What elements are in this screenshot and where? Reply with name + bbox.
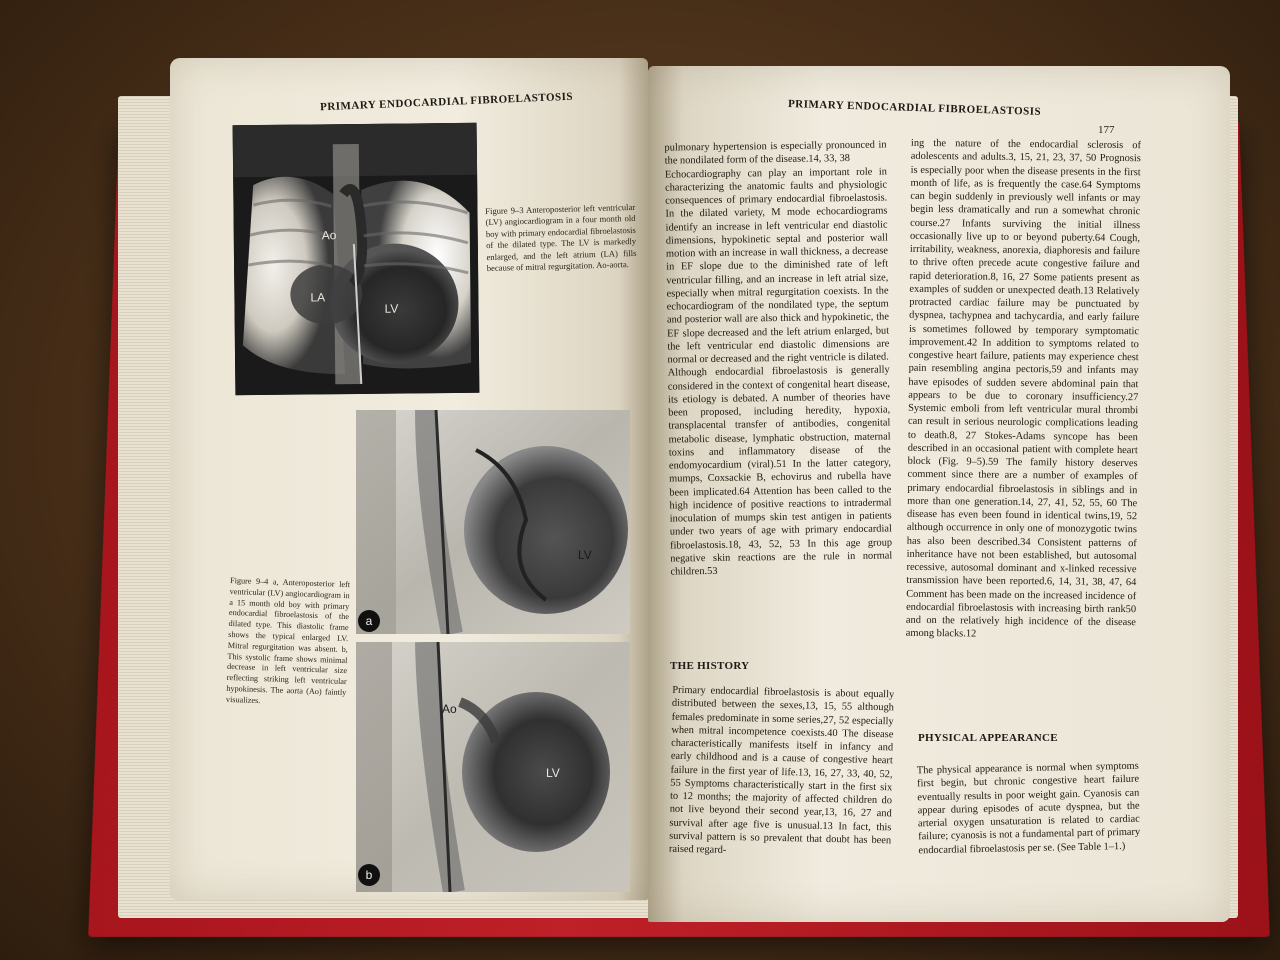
right-page <box>648 66 1230 922</box>
label-la: LA <box>310 290 326 305</box>
left-page <box>170 58 648 900</box>
panel-b-letter: b <box>358 864 380 886</box>
running-head-right: PRIMARY ENDOCARDIAL FIBROELASTOSIS <box>787 98 1042 118</box>
right-column-1-text: pulmonary hypertension is especially pronounced in the nondilated form of the disease.14, 33, 38 Echocardiography can play an important role in characterizing the anatomic faults and physiologic consequences of primary endocardial fibroelastosis. In the dilated variety, M mode echocardiograms identify an increase in left ventricular end diastolic dimensions, hypokinetic septal and posterior wall motion with an increase in wall thickness, a decrease in EF slope due to the diminished rate of left ventricular filling, and an increase in left atrial size, especially when mitral regurgitation coexists. In the echocardiogram of the nondilated type, the septum and posterior wall are also thick and hypokinetic, the EF slope decreased and the left atrium enlarged, but the left ventricular end diastolic dimensions are normal or decreased and the right ventricle is dilated. Although endocardial fibroelastosis is generally considered in the context of congenital heart disease, its etiology is debated. A number of theories have been proposed, including heredity, hypoxia, transplacental transfer of antibodies, congenital metabolic disease, lymphatic obstruction, maternal toxins and inflammatory disease of the endomyocardium (viral).51 In the latter category, mumps, Coxsackie B, echovirus and rubella have been implicated.64 Attention has been called to the high incidence of positive reactions to intradermal inoculation of mumps skin test antigen in patients under two years of age with primary endocardial fibroelastosis.18, 43, 52, 53 In this age group negative skin reactions are the rule in normal children.53 <box>664 139 893 578</box>
section-heading-physical-appearance: PHYSICAL APPEARANCE <box>918 732 1058 744</box>
right-column-1-history-text: Primary endocardial fibroelastosis is about equally distributed between the sexes,13, 15, 55 although females predominate in some series,27, 52 especially when mitral incompetence coexists.40 The disease characteristically manifests itself in infancy and early childhood and is a cause of congestive heart failure in the first year of life.13, 16, 27, 33, 40, 52, 55 Symptoms characteristically start in the first six to 12 months; the majority of affected children do not live beyond their second year,13, 16, 27 and survival after age five is unusual.13 In fact, this survival pattern is so prevalent that doubt has been raised regard- <box>668 684 895 856</box>
right-column-2-text: ing the nature of the endocardial sclerosis of adolescents and adults.3, 15, 21, 23, 37, 50 Prognosis is especially poor when the disease presents in the first month of life, as is frequently the case.64 Symptoms can begin suddenly in previously well infants or may begin less dramatically and run a somewhat chronic course.27 Infants surviving the initial illness occasionally live up to or beyond puberty.64 Cough, irritability, weakness, anorexia, diaphoresis and failure to thrive often precede acute congestive failure and rapid deterioration.8, 16, 27 Some patients present as examples of sudden or unexpected death.13 Relatively protracted cardiac failure may be punctuated by dyspnea, tachypnea and tachycardia, and early failure is sometimes followed by temporary symptomatic improvement.42 In addition to symptoms related to congestive heart failure, patients may experience chest pain resembling angina pectoris,59 and infants may have episodes of sudden severe abdominal pain that appears to be due to coronary insufficiency.27 Systemic emboli from left ventricular mural thrombi can result in serious neurologic complications leading to death.8, 27 Stokes-Adams syncope has been described in an occasional patient with complete heart block (Fig. 9–5).59 The family history deserves comment since there are a number of examples of primary endocardial fibroelastosis in siblings and in more than one generation.14, 27, 41, 52, 55, 60 The disease has even been found in identical twins,19, 52 although occurrence in only one of monozygotic twins has also been described.34 Consistent patterns of inheritance have not been established, but autosomal recessive, autosomal dominant and x-linked recessive transmission have been reported.6, 14, 31, 38, 47, 64 Comment has been made on the increased incidence of endocardial fibroelastosis with increasing birth rank50 and on the relatively high incidence of the disease among blacks.12 <box>905 137 1141 640</box>
figure-9-3-angiocardiogram <box>233 123 480 396</box>
figure-9-3-image <box>233 123 480 396</box>
running-head-left: PRIMARY ENDOCARDIAL FIBROELASTOSIS <box>319 90 574 114</box>
page-number-right: 177 <box>1098 124 1115 136</box>
label-ao: Ao <box>321 228 337 243</box>
right-column-2-physical-text: The physical appearance is normal when symptoms first begin, but chronic congestive heart failure eventually results in poor weight gain. Cyanosis can appear during episodes of acute dyspnea, but the arterial oxygen unsaturation is related to cardiac failure; cyanosis is not a fundamental part of primary endocardial fibroelastosis per se. (See Table 1–1.) <box>916 760 1141 856</box>
figure-9-4a-image <box>356 410 630 634</box>
panel-a-letter: a <box>358 610 380 632</box>
figure-9-4b-angiocardiogram <box>356 642 630 892</box>
figure-9-3-caption: Figure 9–3 Anteroposterior left ventricular (LV) angiocardiogram in a four month old boy with primary endocardial fibroelastosis of the dilated type. The LV is markedly enlarged, and the left atrium (LA) fills because of mitral regurgitation. Ao-aorta. <box>485 201 637 274</box>
label-lv: LV <box>384 301 399 316</box>
figure-9-4b-image <box>356 642 630 892</box>
label-lv-a: LV <box>578 548 592 562</box>
section-heading-history: THE HISTORY <box>670 660 750 672</box>
label-lv-b: LV <box>546 766 560 780</box>
figure-9-4a-angiocardiogram <box>356 410 630 634</box>
label-ao-b: Ao <box>442 702 457 716</box>
figure-9-4-caption: Figure 9–4 a, Anteroposterior left ventricular (LV) angiocardiogram in a 15 month old boy with primary endocardial fibroelastosis of the dilated type. This diastolic frame shows the typical enlarged LV. Mitral regurgitation was absent. b, This systolic frame shows minimal decrease in left ventricular size reflecting striking left ventricular hypokinesis. The aorta (Ao) faintly visualizes. <box>225 575 351 705</box>
